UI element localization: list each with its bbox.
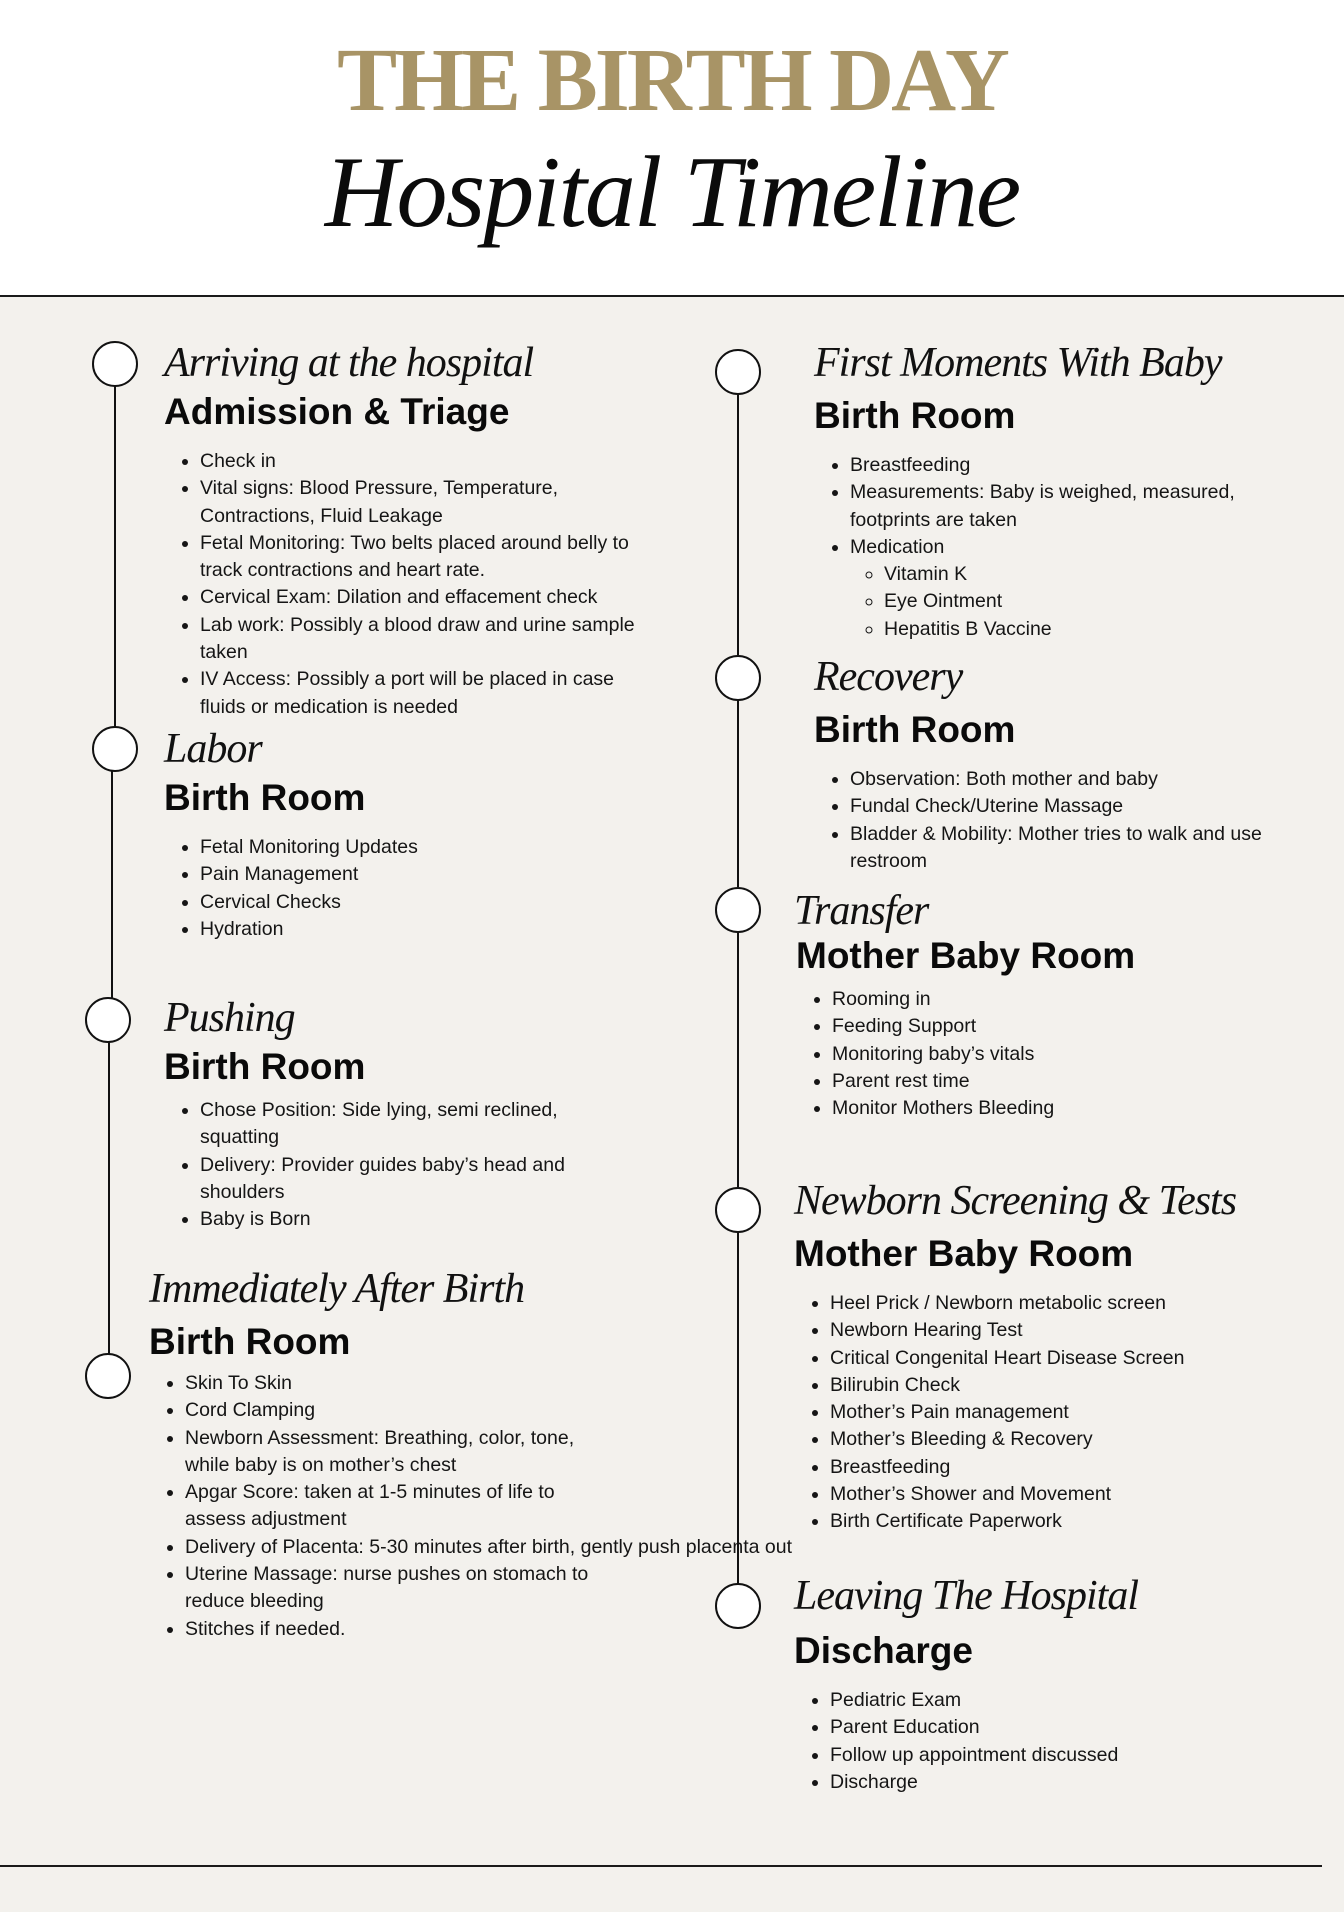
section-recovery (814, 654, 1284, 875)
list-item: • Cervical Checks (200, 889, 634, 916)
list-item: • Chose Position: Side lying, semi reclined, squatting (200, 1097, 614, 1152)
list-item: • Mother’s Shower and Movement (830, 1481, 1294, 1508)
section-kicker: Immediately After Birth (149, 1266, 525, 1312)
list-item: • Rooming in (832, 986, 1266, 1013)
timeline-line-right-3 (737, 930, 739, 1187)
list-item: • Baby is Born (200, 1206, 614, 1233)
timeline-line-right-4 (737, 1231, 739, 1585)
section-location: Admission & Triage (164, 391, 510, 432)
list-item: • Delivery of Placenta: 5-30 minutes after birth, gently push placenta out (185, 1534, 609, 1561)
section-list (814, 452, 1284, 643)
section-labor (164, 726, 634, 943)
section-first-moments (814, 340, 1284, 643)
list-item: • Birth Certificate Paperwork (830, 1508, 1294, 1535)
list-item: • Pediatric Exam (830, 1687, 1274, 1714)
list-item: • Mother’s Pain management (830, 1399, 1294, 1426)
timeline-node-labor (92, 726, 138, 772)
timeline-node-leaving (715, 1583, 761, 1629)
brand-title: THE BIRTH DAY (337, 31, 1007, 130)
list-item: • Bladder & Mobility: Mother tries to walk and use restroom (850, 821, 1284, 876)
section-list (149, 1370, 793, 1643)
timeline-node-arriving (92, 341, 138, 387)
section-list (814, 766, 1284, 875)
section-list (796, 986, 1266, 1122)
section-arriving (164, 340, 644, 721)
list-item: • Uterine Massage: nurse pushes on stomach to reduce bleeding (185, 1561, 609, 1616)
timeline-node-pushing (85, 997, 131, 1043)
list-item: • Measurements: Baby is weighed, measured, footprints are taken (850, 479, 1284, 534)
list-item: • Heel Prick / Newborn metabolic screen (830, 1290, 1294, 1317)
timeline-node-after-birth (85, 1353, 131, 1399)
section-location: Birth Room (164, 777, 366, 818)
sublist-item: ◦ Eye Ointment (884, 588, 1284, 615)
list-item: • Newborn Hearing Test (830, 1317, 1294, 1344)
list-item: • Parent Education (830, 1714, 1274, 1741)
section-kicker: Arriving at the hospital (164, 340, 534, 386)
footer-divider (0, 1865, 1322, 1867)
timeline-node-transfer (715, 887, 761, 933)
list-item (850, 534, 1284, 643)
timeline-line-right-1 (737, 393, 739, 655)
list-item: • Bilirubin Check (830, 1372, 1294, 1399)
list-item: • Discharge (830, 1769, 1274, 1796)
list-item: • Fundal Check/Uterine Massage (850, 793, 1284, 820)
sublist-item: ◦ Hepatitis B Vaccine (884, 616, 1284, 643)
section-kicker: Pushing (164, 995, 295, 1041)
section-location: Birth Room (164, 1046, 366, 1087)
list-item: • Hydration (200, 916, 634, 943)
list-item: • Breastfeeding (850, 452, 1284, 479)
section-location: Mother Baby Room (794, 1233, 1134, 1274)
section-screening (794, 1178, 1294, 1536)
list-item: • Mother’s Bleeding & Recovery (830, 1426, 1294, 1453)
section-list (164, 448, 644, 721)
list-item: • Feeding Support (832, 1013, 1266, 1040)
section-kicker: Labor (164, 726, 262, 772)
section-leaving (794, 1573, 1274, 1796)
section-location: Mother Baby Room (796, 935, 1136, 976)
list-item: • Apgar Score: taken at 1-5 minutes of life to assess adjustment (185, 1479, 609, 1534)
list-item: • Vital signs: Blood Pressure, Temperature, Contractions, Fluid Leakage (200, 475, 644, 530)
section-list (164, 1097, 614, 1233)
section-list (794, 1687, 1274, 1796)
list-item: • Cervical Exam: Dilation and effacement check (200, 584, 644, 611)
timeline-node-first-moments (715, 349, 761, 395)
list-item: • IV Access: Possibly a port will be placed in case fluids or medication is needed (200, 666, 644, 721)
list-item: • Fetal Monitoring Updates (200, 834, 634, 861)
sublist-item: ◦ Vitamin K (884, 561, 1284, 588)
list-item: • Fetal Monitoring: Two belts placed around belly to track contractions and heart rate. (200, 530, 644, 585)
section-kicker: Recovery (814, 654, 963, 700)
section-kicker: Transfer (794, 888, 929, 934)
list-item: • Delivery: Provider guides baby’s head and shoulders (200, 1152, 614, 1207)
list-item: • Cord Clamping (185, 1397, 609, 1424)
list-item: • Parent rest time (832, 1068, 1266, 1095)
list-item: • Monitoring baby’s vitals (832, 1041, 1266, 1068)
list-item: • Pain Management (200, 861, 634, 888)
timeline-line-left-2 (111, 770, 113, 998)
list-item: • Monitor Mothers Bleeding (832, 1095, 1266, 1122)
section-kicker: Newborn Screening & Tests (794, 1178, 1237, 1224)
timeline-node-screening (715, 1187, 761, 1233)
timeline-line-right-2 (737, 698, 739, 887)
list-item: • Observation: Both mother and baby (850, 766, 1284, 793)
section-list (164, 834, 634, 943)
list-item: • Skin To Skin (185, 1370, 609, 1397)
section-location: Discharge (794, 1630, 973, 1671)
list-item: • Stitches if needed. (185, 1616, 609, 1643)
section-kicker: First Moments With Baby (814, 340, 1222, 386)
list-item: • Newborn Assessment: Breathing, color, tone, while baby is on mother’s chest (185, 1425, 609, 1480)
section-list (794, 1290, 1294, 1536)
list-item: • Follow up appointment discussed (830, 1742, 1274, 1769)
list-item: • Check in (200, 448, 644, 475)
section-location: Birth Room (814, 395, 1016, 436)
list-item: • Critical Congenital Heart Disease Screen (830, 1345, 1294, 1372)
timeline-line-left-3 (108, 1041, 110, 1355)
timeline-line-left-1 (114, 384, 116, 728)
section-location: Birth Room (149, 1321, 351, 1362)
section-kicker: Leaving The Hospital (794, 1573, 1138, 1619)
sublist (850, 561, 1284, 643)
page-title: Hospital Timeline (324, 136, 1020, 249)
section-after-birth (149, 1266, 793, 1643)
list-item: • Lab work: Possibly a blood draw and urine sample taken (200, 612, 644, 667)
section-pushing (164, 995, 614, 1233)
list-item: • Breastfeeding (830, 1454, 1294, 1481)
list-item-label: Medication (850, 535, 945, 558)
page-header (0, 0, 1344, 296)
timeline-node-recovery (715, 655, 761, 701)
section-location: Birth Room (814, 709, 1016, 750)
section-transfer (796, 888, 1266, 1122)
